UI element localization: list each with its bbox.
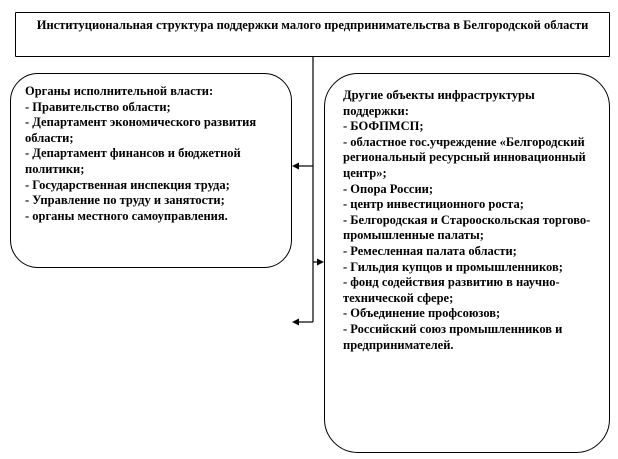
executive-authority-item: - Правительство области; — [25, 99, 171, 114]
arrow-right-icon — [317, 259, 324, 266]
infrastructure-object-item: - БОФПМСП; — [343, 119, 424, 134]
executive-authority-item: - Департамент финансов и бюджетной политики; — [25, 146, 241, 176]
infrastructure-object-item: - фонд содействия развитию в научно-технической сфере; — [343, 275, 560, 305]
infrastructure-object-item: - Российский союз промышленников и предпринимателей. — [343, 321, 563, 352]
structure-title-box — [15, 12, 610, 57]
infrastructure-object-item: - центр инвестиционного роста; — [343, 197, 524, 212]
arrow-left-upper-icon — [292, 163, 299, 170]
infrastructure-objects-title: Другие объекты инфраструктуры поддержки: — [343, 88, 535, 118]
executive-authority-item: - Департамент экономического развития области; — [25, 115, 257, 145]
executive-authorities-box — [10, 73, 292, 268]
infrastructure-objects-box — [324, 73, 610, 453]
executive-authority-item: - Управление по труду и занятости; — [25, 193, 225, 208]
infrastructure-object-item: - Гильдия купцов и промышленников; — [343, 259, 563, 274]
executive-authorities-title: Органы исполнительной власти: — [25, 84, 214, 98]
executive-authority-item: - органы местного самоуправления. — [25, 208, 228, 223]
infrastructure-object-item: - Белгородская и Старооскольская торгово-промышленные палаты; — [343, 212, 591, 243]
arrow-left-lower-icon — [292, 319, 299, 326]
infrastructure-object-item: - Объединение профсоюзов; — [343, 306, 501, 321]
executive-authority-item: - Государственная инспекция труда; — [25, 177, 230, 192]
infrastructure-object-item: - областное гос.учреждение «Белгородский региональный ресурсный инновационный центр»; — [343, 134, 586, 180]
infrastructure-object-item: - Опора России; — [343, 181, 434, 196]
structure-title: Институциональная структура поддержки малого предпринимательства в Белгородской области — [36, 18, 589, 32]
infrastructure-object-item: - Ремесленная палата области; — [343, 243, 517, 258]
